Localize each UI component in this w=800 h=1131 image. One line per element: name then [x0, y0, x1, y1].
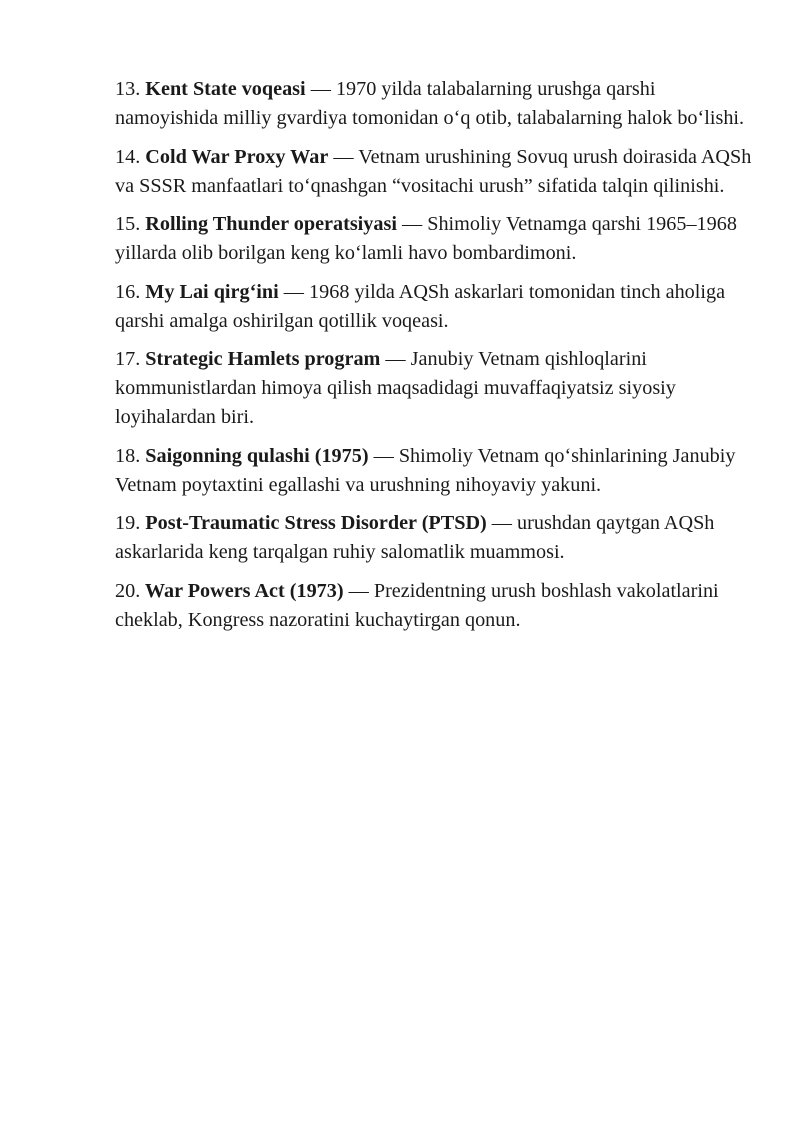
entry-number: 18.	[115, 444, 141, 467]
document-page	[115, 75, 755, 644]
glossary-entry-14	[115, 143, 755, 201]
entry-number: 15.	[115, 213, 141, 235]
glossary-entry-18	[115, 442, 755, 500]
entry-description: — Vetnam urushining Sovuq urush doirasida AQSh va SSSR manfaatlari to‘qnashgan “vositachi urush” sifatida talqin qilinishi.	[115, 145, 752, 197]
entry-term: Rolling Thunder operatsiyasi	[140, 213, 397, 235]
entry-number: 17.	[115, 348, 141, 370]
entry-number: 19.	[115, 512, 141, 534]
entry-term: Saigonning qulashi (1975)	[140, 444, 369, 467]
entry-number: 13.	[115, 78, 141, 100]
glossary-entry-16	[115, 278, 755, 336]
entry-description: — Shimoliy Vetnamga qarshi 1965–1968 yillarda olib borilgan keng ko‘lamli havo bombardimoni.	[115, 213, 737, 264]
entry-number: 14.	[115, 145, 141, 168]
entry-number: 20.	[115, 579, 141, 602]
glossary-entry-13	[115, 75, 755, 133]
entry-description: — Shimoliy Vetnam qo‘shinlarining Janubiy Vetnam poytaxtini egallashi va urushning nihoyaviy yakuni.	[115, 444, 736, 496]
entry-term: Post-Traumatic Stress Disorder (PTSD)	[140, 512, 487, 534]
entry-description: — Prezidentning urush boshlash vakolatlarini cheklab, Kongress nazoratini kuchaytirgan qonun.	[115, 579, 719, 631]
glossary-entry-17	[115, 345, 755, 432]
glossary-entry-19	[115, 509, 755, 567]
entry-description: — 1968 yilda AQSh askarlari tomonidan tinch aholiga qarshi amalga oshirilgan qotillik voqeasi.	[115, 280, 726, 332]
entry-description: — urushdan qaytgan AQSh askarlarida keng tarqalgan ruhiy salomatlik muammosi.	[115, 512, 715, 563]
entry-description: — Janubiy Vetnam qishloqlarini kommunistlardan himoya qilish maqsadidagi muvaffaqiyatsiz siyosiy loyihalardan biri.	[115, 348, 676, 428]
entry-term: War Powers Act (1973)	[140, 579, 344, 602]
entry-term: My Lai qirg‘ini	[140, 280, 279, 303]
entry-term: Kent State voqeasi	[140, 78, 306, 100]
glossary-entry-15	[115, 210, 755, 268]
entry-term: Cold War Proxy War	[140, 145, 329, 168]
entry-number: 16.	[115, 280, 141, 303]
entry-description: — 1970 yilda talabalarning urushga qarshi namoyishida milliy gvardiya tomonidan o‘q otib, talabalarning halok bo‘lishi.	[115, 78, 745, 129]
glossary-entry-20	[115, 577, 755, 635]
entry-term: Strategic Hamlets program	[140, 348, 381, 370]
